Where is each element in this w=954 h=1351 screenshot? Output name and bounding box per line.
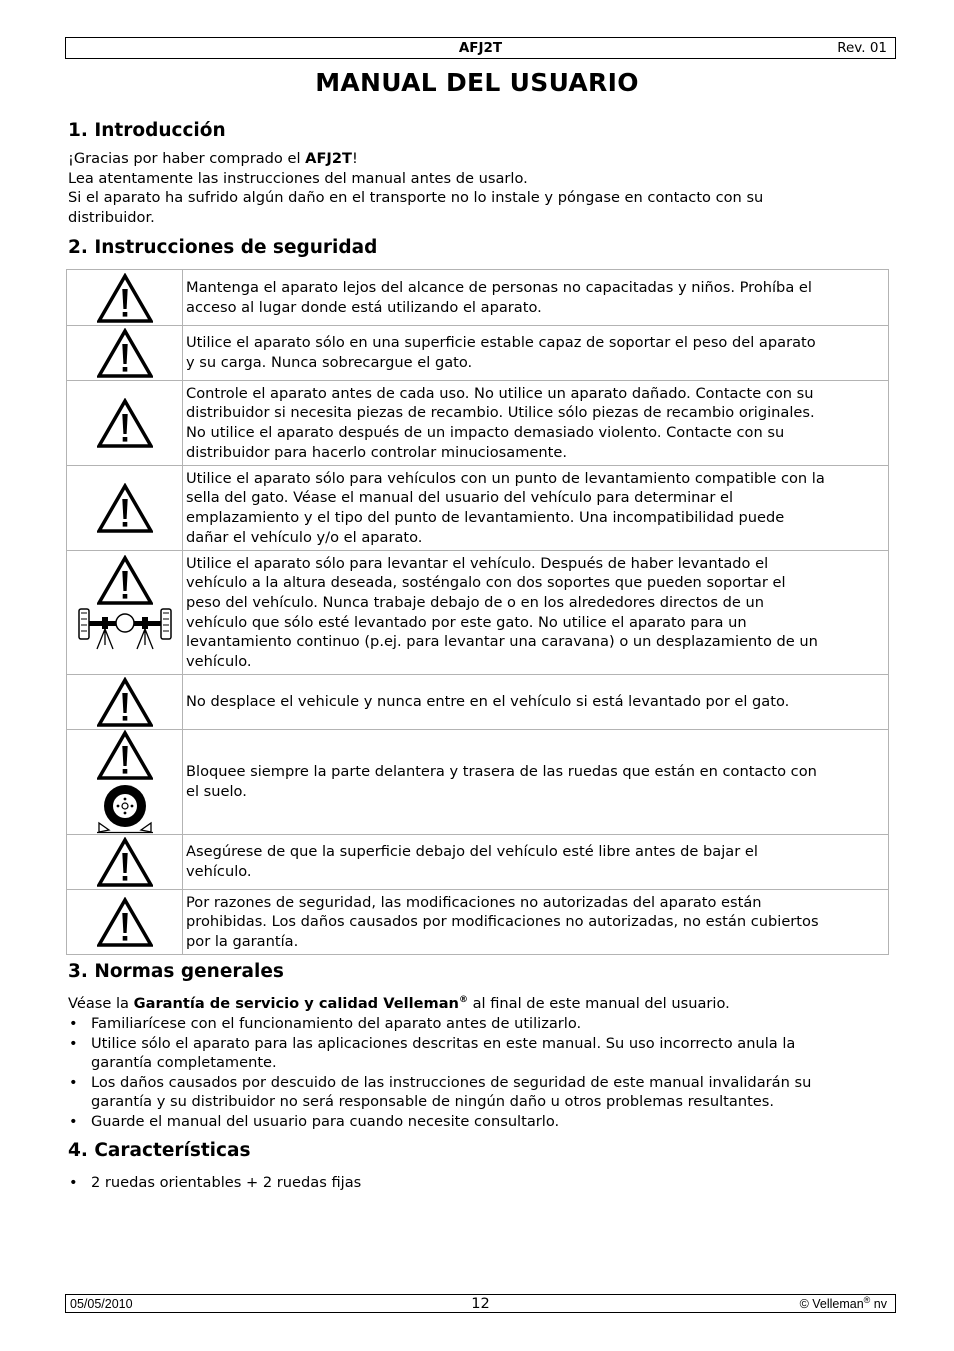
warning-triangle-icon bbox=[97, 555, 153, 605]
safety-instruction-line: prohibidas. Los daños causados por modificaciones no autorizadas, no están cubiertos bbox=[186, 913, 819, 931]
bullet-item bbox=[68, 1073, 811, 1112]
product-name: AFJ2T bbox=[305, 150, 352, 167]
safety-instruction bbox=[183, 381, 889, 466]
safety-instruction bbox=[183, 675, 889, 730]
page-number: 12 bbox=[471, 1295, 490, 1312]
safety-instruction-line: y su carga. Nunca sobrecargue el gato. bbox=[186, 354, 473, 371]
safety-instruction-line: el suelo. bbox=[186, 783, 247, 800]
footer-copyright: © Velleman® nv bbox=[799, 1294, 887, 1311]
safety-row bbox=[67, 381, 889, 466]
warning-triangle-icon bbox=[97, 677, 153, 727]
warranty-title: Garantía de servicio y calidad Velleman bbox=[133, 995, 459, 1012]
safety-instruction-line: vehículo. bbox=[186, 863, 252, 880]
page-header bbox=[65, 37, 896, 59]
safety-row bbox=[67, 675, 889, 730]
safety-instruction-line: Utilice el aparato sólo en una superficie estable capaz de soportar el peso del aparato bbox=[186, 334, 816, 352]
warning-triangle-icon bbox=[97, 730, 153, 780]
safety-instruction-line: Asegúrese de que la superficie debajo del vehículo esté libre antes de bajar el bbox=[186, 843, 758, 861]
safety-instruction-line: levantamiento continuo (p.ej. para levantar una caravana) o un desplazamiento de un bbox=[186, 633, 818, 651]
general-heading: 3. Normas generales bbox=[68, 961, 284, 982]
safety-instruction-line: Utilice el aparato sólo para vehículos con un punto de levantamiento compatible con la bbox=[186, 469, 825, 487]
warning-icon bbox=[67, 890, 183, 955]
intro-line-2: Lea atentamente las instrucciones del manual antes de usarlo. bbox=[68, 169, 528, 187]
safety-instruction-line: vehículo que sólo esté levantado por este gato. No utilice el aparato para un bbox=[186, 613, 747, 631]
bullet-icon: • bbox=[69, 1112, 78, 1130]
features-heading: 4. Características bbox=[68, 1140, 251, 1161]
warning-triangle-icon bbox=[97, 837, 153, 887]
warning-icon bbox=[67, 326, 183, 381]
bullet-line: Guarde el manual del usuario para cuando necesite consultarlo. bbox=[91, 1112, 560, 1130]
warning-triangle-icon bbox=[97, 328, 153, 378]
general-bullet-list bbox=[68, 1014, 811, 1132]
safety-instruction-line: Bloquee siempre la parte delantera y trasera de las ruedas que están en contacto con bbox=[186, 763, 817, 781]
bullet-line: 2 ruedas orientables + 2 ruedas fijas bbox=[91, 1174, 362, 1191]
safety-table bbox=[66, 269, 889, 955]
safety-instruction-line: emplazamiento y el tipo del punto de levantamiento. Una incompatibilidad puede bbox=[186, 509, 785, 526]
wheel-chock-icon bbox=[97, 784, 153, 834]
safety-instruction-line: distribuidor para hacerlo controlar minuciosamente. bbox=[186, 443, 567, 461]
safety-instruction bbox=[183, 835, 889, 890]
warning-triangle-icon bbox=[97, 398, 153, 448]
safety-instruction-line: sella del gato. Véase el manual del usuario del vehículo para determinar el bbox=[186, 489, 734, 507]
safety-instruction bbox=[183, 270, 889, 326]
bullet-item bbox=[68, 1112, 811, 1132]
safety-instruction bbox=[183, 466, 889, 551]
bullet-line: Utilice sólo el aparato para las aplicaciones descritas en este manual. Su uso incorrecto anula la bbox=[91, 1034, 796, 1052]
warning-triangle-icon bbox=[97, 483, 153, 533]
intro-heading: 1. Introducción bbox=[68, 120, 226, 141]
safety-row bbox=[67, 326, 889, 381]
bullet-icon: • bbox=[69, 1034, 78, 1052]
safety-heading: 2. Instrucciones de seguridad bbox=[68, 237, 378, 258]
intro-paragraph bbox=[68, 149, 763, 227]
safety-row bbox=[67, 890, 889, 955]
intro-line-4: distribuidor. bbox=[68, 208, 155, 226]
warning-triangle-icon bbox=[97, 273, 153, 323]
safety-instruction bbox=[183, 890, 889, 955]
warranty-reference: Véase la Garantía de servicio y calidad Velleman® al final de este manual del usuario. bbox=[68, 995, 730, 1012]
bullet-icon: • bbox=[69, 1073, 78, 1091]
bullet-line: garantía y su distribuidor no será responsable de ningún daño u otros problemas resultantes. bbox=[91, 1093, 775, 1111]
warning-axle-stands-icon bbox=[67, 551, 183, 675]
safety-instruction-line: Utilice el aparato sólo para levantar el vehículo. Después de haber levantado el bbox=[186, 554, 769, 572]
warning-icon bbox=[67, 835, 183, 890]
warning-icon bbox=[67, 466, 183, 551]
safety-row bbox=[67, 551, 889, 675]
bullet-icon: • bbox=[69, 1015, 78, 1032]
safety-instruction-line: Mantenga el aparato lejos del alcance de personas no capacitadas y niños. Prohíba el bbox=[186, 278, 812, 296]
safety-instruction-line: Por razones de seguridad, las modificaciones no autorizadas del aparato están bbox=[186, 893, 762, 911]
safety-row bbox=[67, 835, 889, 890]
bullet-line: Familiarícese con el funcionamiento del aparato antes de utilizarlo. bbox=[91, 1015, 582, 1032]
safety-instruction-line: dañar el vehículo y/o el aparato. bbox=[186, 528, 423, 546]
warning-icon bbox=[67, 270, 183, 326]
safety-instruction-line: No desplace el vehicule y nunca entre en el vehículo si está levantado por el gato. bbox=[186, 693, 790, 711]
bullet-item bbox=[68, 1034, 811, 1073]
safety-instruction-line: Controle el aparato antes de cada uso. No utilice un aparato dañado. Contacte con su bbox=[186, 384, 814, 402]
document-title: MANUAL DEL USUARIO bbox=[315, 68, 639, 97]
bullet-item bbox=[68, 1173, 361, 1193]
bullet-line: Los daños causados por descuido de las instrucciones de seguridad de este manual invalidarán su bbox=[91, 1073, 812, 1091]
features-bullet-list bbox=[68, 1173, 361, 1193]
warning-icon bbox=[67, 675, 183, 730]
safety-row bbox=[67, 270, 889, 326]
bullet-item bbox=[68, 1014, 811, 1034]
bullet-line: garantía completamente. bbox=[91, 1054, 277, 1072]
intro-line-3: Si el aparato ha sufrido algún daño en el transporte no lo instale y póngase en contacto con su bbox=[68, 189, 764, 207]
intro-line-1: ¡Gracias por haber comprado el AFJ2T! bbox=[68, 150, 358, 167]
safety-instruction-line: por la garantía. bbox=[186, 932, 299, 950]
bullet-icon: • bbox=[69, 1174, 78, 1191]
warning-triangle-icon bbox=[97, 897, 153, 947]
header-model: AFJ2T bbox=[458, 40, 503, 56]
safety-instruction-line: peso del vehículo. Nunca trabaje debajo de o en los alrededores directos de un bbox=[186, 593, 764, 611]
safety-instruction-line: acceso al lugar donde está utilizando el aparato. bbox=[186, 298, 542, 316]
safety-instruction bbox=[183, 730, 889, 835]
safety-row bbox=[67, 466, 889, 551]
safety-row bbox=[67, 730, 889, 835]
warning-wheel-chock-icon bbox=[67, 730, 183, 835]
safety-instruction-line: No utilice el aparato después de un impacto demasiado violento. Contacte con su bbox=[186, 424, 785, 441]
axle-stands-icon bbox=[75, 605, 175, 671]
footer-date: 05/05/2010 bbox=[70, 1297, 133, 1311]
safety-instruction-line: distribuidor si necesita piezas de recambio. Utilice sólo piezas de recambio originales. bbox=[186, 404, 815, 422]
safety-instruction bbox=[183, 326, 889, 381]
warning-icon bbox=[67, 381, 183, 466]
safety-instruction bbox=[183, 551, 889, 675]
header-revision: Rev. 01 bbox=[837, 40, 887, 56]
safety-instruction-line: vehículo a la altura deseada, sosténgalo con dos soportes que pueden soportar el bbox=[186, 574, 786, 592]
page-footer bbox=[65, 1294, 896, 1313]
safety-instruction-line: vehículo. bbox=[186, 652, 252, 670]
